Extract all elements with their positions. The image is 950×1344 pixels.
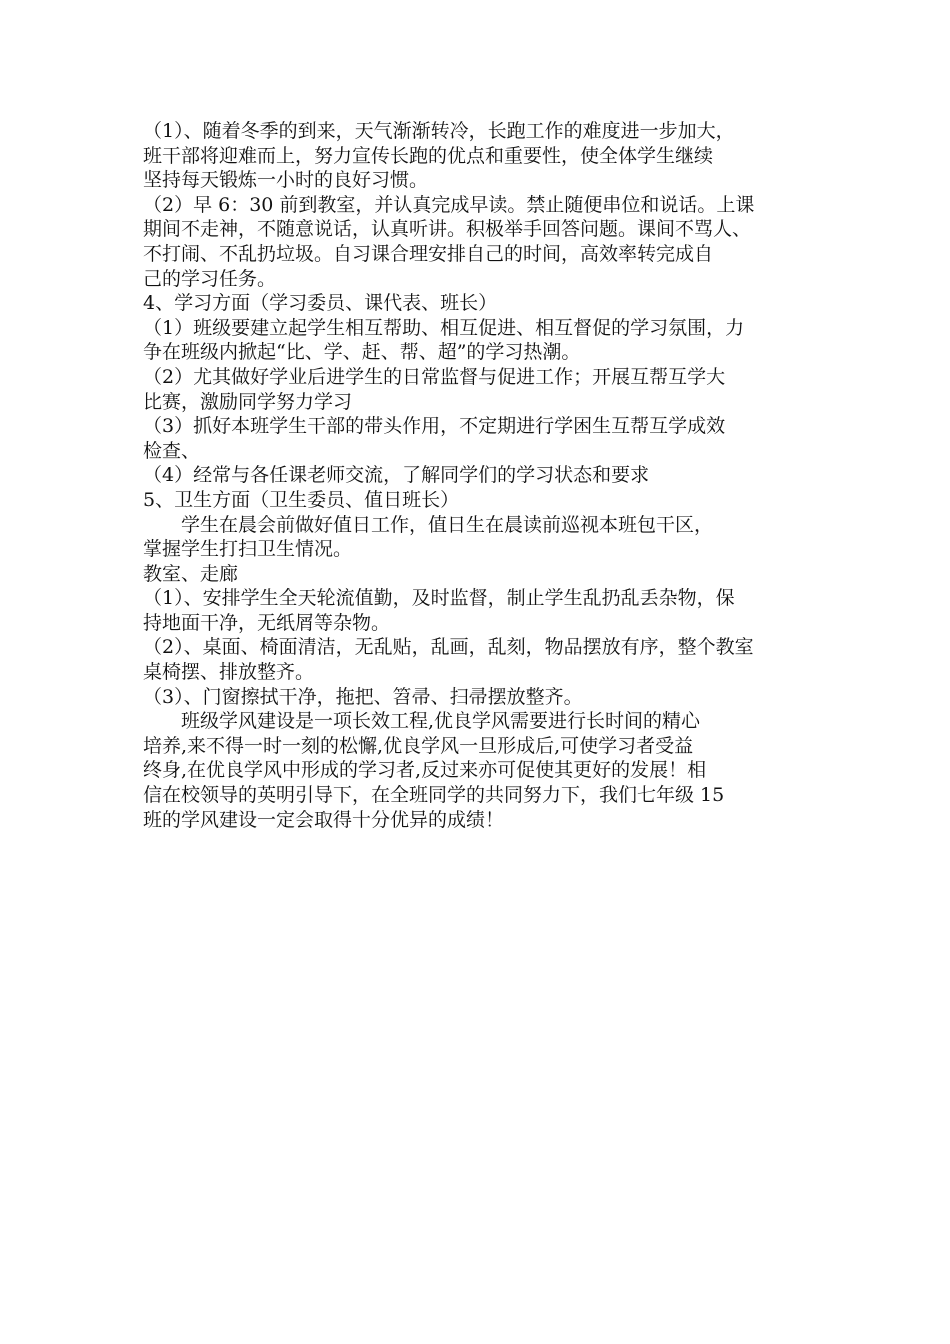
text-line: 班干部将迎难而上，努力宣传长跑的优点和重要性，使全体学生继续 bbox=[143, 144, 714, 167]
text-line: （1）、随着冬季的到来，天气渐渐转冷，长跑工作的难度进一步加大， bbox=[143, 120, 735, 142]
text-line: （2）早 6：30 前到教室，并认真完成早读。禁止随便串位和说话。上课 bbox=[143, 193, 755, 216]
text-line: 培养,来不得一时一刻的松懈,优良学风一旦形成后,可使学习者受益 bbox=[143, 734, 694, 757]
text-line: 比赛，激励同学努力学习 bbox=[143, 390, 353, 413]
text-line: 期间不走神，不随意说话，认真听讲。积极举手回答问题。课间不骂人、 bbox=[143, 218, 752, 241]
text-line: （3）、门窗擦拭干净，拖把、笤帚、扫帚摆放整齐。 bbox=[143, 685, 583, 708]
text-line: （1）、安排学生全天轮流值勤，及时监督，制止学生乱扔乱丢杂物，保 bbox=[143, 587, 735, 610]
text-line: 掌握学生打扫卫生情况。 bbox=[143, 538, 353, 561]
text-line: 终身,在优良学风中形成的学习者,反过来亦可促使其更好的发展！相 bbox=[143, 759, 707, 782]
text-line: 班级学风建设是一项长效工程,优良学风需要进行长时间的精心 bbox=[181, 710, 701, 733]
text-line: （2）尤其做好学业后进学生的日常监督与促进工作；开展互帮互学大 bbox=[143, 365, 726, 388]
subsection-heading: 教室、走廊 bbox=[143, 562, 239, 585]
text-line: （3）抓好本班学生干部的带头作用，不定期进行学困生互帮互学成效 bbox=[143, 415, 726, 438]
text-line: （4）经常与各任课老师交流，了解同学们的学习状态和要求 bbox=[143, 464, 650, 487]
text-line: 坚持每天锻炼一小时的良好习惯。 bbox=[143, 169, 429, 192]
section-heading: 5、卫生方面（卫生委员、值日班长） bbox=[143, 488, 460, 511]
text-line: 持地面干净，无纸屑等杂物。 bbox=[143, 611, 391, 634]
text-line: 班的学风建设一定会取得十分优异的成绩！ bbox=[143, 808, 505, 831]
document-body bbox=[143, 119, 809, 832]
text-line: 己的学习任务。 bbox=[143, 267, 277, 290]
text-line: 信在校领导的英明引导下，在全班同学的共同努力下，我们七年级 15 bbox=[143, 784, 725, 807]
text-line: 学生在晨会前做好值日工作，值日生在晨读前巡视本班包干区， bbox=[181, 513, 714, 536]
text-line: 检查、 bbox=[143, 439, 201, 462]
text-line: （2）、桌面、椅面清洁，无乱贴，乱画，乱刻，物品摆放有序，整个教室 bbox=[143, 636, 754, 659]
section-heading: 4、学习方面（学习委员、课代表、班长） bbox=[143, 292, 498, 315]
text-line: 不打闹、不乱扔垃圾。自习课合理安排自己的时间，高效率转完成自 bbox=[143, 242, 714, 265]
text-line: 桌椅摆、排放整齐。 bbox=[143, 661, 315, 684]
text-line: （1）班级要建立起学生相互帮助、相互促进、相互督促的学习氛围，力 bbox=[143, 316, 745, 339]
text-line: 争在班级内掀起“比、学、赶、帮、超”的学习热潮。 bbox=[143, 341, 581, 364]
